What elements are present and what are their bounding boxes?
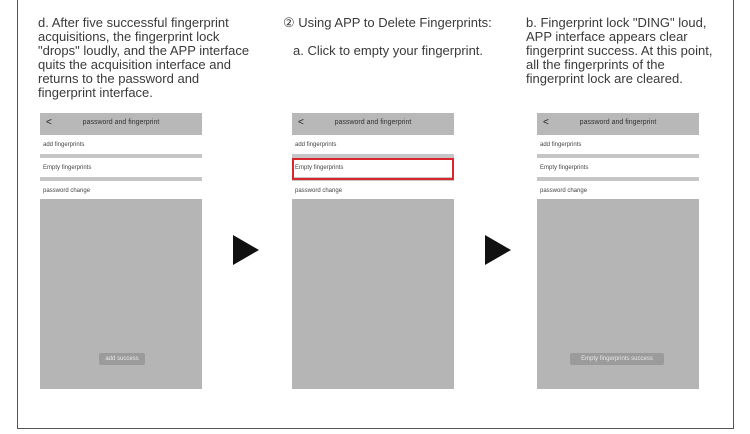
app-header xyxy=(40,113,202,135)
toast-message: add success xyxy=(99,353,145,365)
menu-item-add-fingerprints[interactable]: add fingerprints xyxy=(43,142,85,148)
menu-item-add-fingerprints[interactable]: add fingerprints xyxy=(295,142,337,148)
screen-blank-area xyxy=(292,199,454,389)
separator xyxy=(537,154,699,158)
step-d-caption: d. After five successful fingerprint acquisitions, the fingerprint lock "drops" loudly, and the APP interface quits the acquisition interface and returns to the password and fingerprint interface. xyxy=(38,15,250,100)
menu-item-password-change[interactable]: password change xyxy=(43,188,91,194)
phone-screen-empty-select xyxy=(292,113,454,389)
back-arrow-icon[interactable]: < xyxy=(543,117,549,128)
back-arrow-icon[interactable]: < xyxy=(46,117,52,128)
app-header xyxy=(292,113,454,135)
app-title: password and fingerprint xyxy=(334,119,412,126)
separator xyxy=(40,154,202,158)
step-b-caption: b. Fingerprint lock "DING" loud, APP interface appears clear fingerprint success. At this point, all the fingerprints of the fingerprint lock are cleared. xyxy=(526,15,713,86)
menu-item-add-fingerprints[interactable]: add fingerprints xyxy=(540,142,582,148)
step-2-heading: ② Using APP to Delete Fingerprints: xyxy=(283,15,492,30)
app-header xyxy=(537,113,699,135)
menu-item-empty-fingerprints[interactable]: Empty fingerprints xyxy=(43,165,92,171)
app-title: password and fingerprint xyxy=(579,119,657,126)
arrow-right-icon xyxy=(485,235,511,265)
app-title: password and fingerprint xyxy=(82,119,160,126)
back-arrow-icon[interactable]: < xyxy=(298,117,304,128)
menu-item-empty-fingerprints[interactable]: Empty fingerprints xyxy=(540,165,589,171)
separator xyxy=(40,177,202,181)
toast-message: Empty fingerprints success xyxy=(570,353,664,365)
arrow-right-icon xyxy=(233,235,259,265)
phone-screen-empty-success xyxy=(537,113,699,389)
highlight-box xyxy=(292,158,454,180)
phone-screen-add-success xyxy=(40,113,202,389)
menu-item-empty-fingerprints[interactable]: Empty fingerprints xyxy=(295,165,344,171)
menu-item-password-change[interactable]: password change xyxy=(540,188,588,194)
menu-item-password-change[interactable]: password change xyxy=(295,188,343,194)
step-a-caption: a. Click to empty your fingerprint. xyxy=(293,43,484,58)
separator xyxy=(537,177,699,181)
